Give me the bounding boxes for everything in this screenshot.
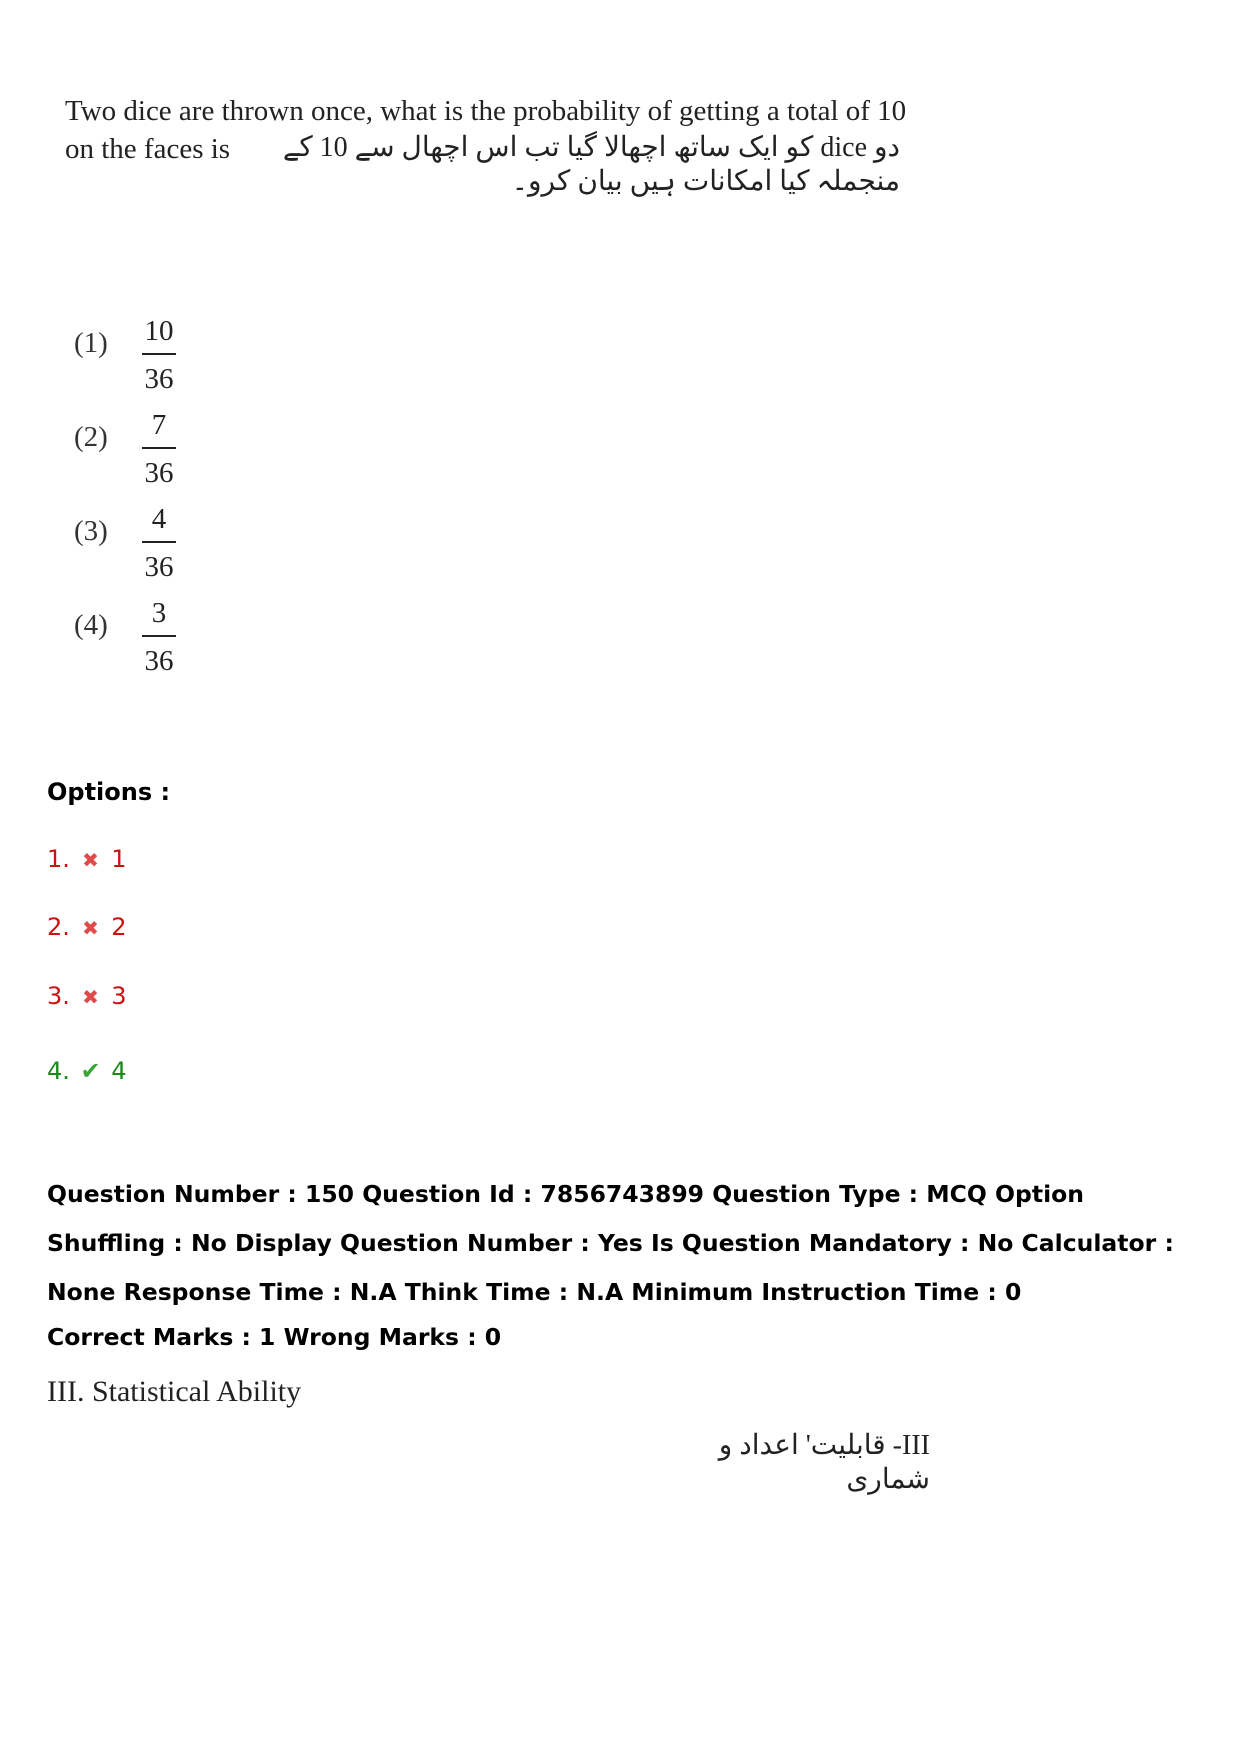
option-index: 4. xyxy=(47,1057,70,1085)
choice-2 xyxy=(74,407,274,487)
fraction xyxy=(142,501,176,585)
fraction-denominator: 36 xyxy=(144,363,174,395)
cross-icon: ✖ xyxy=(82,985,99,1009)
cross-icon: ✖ xyxy=(82,916,99,940)
option-value: 2 xyxy=(111,913,127,941)
option-3 xyxy=(47,982,126,1010)
option-index: 2. xyxy=(47,913,70,941)
choice-number: (4) xyxy=(74,609,108,641)
fraction-denominator: 36 xyxy=(144,645,174,677)
choice-number: (2) xyxy=(74,421,108,453)
fraction-numerator: 7 xyxy=(151,409,167,441)
option-value: 4 xyxy=(111,1057,127,1085)
choice-4 xyxy=(74,595,274,675)
question-text-english: Two dice are thrown once, what is the probability of getting a total of 10 on the faces is xyxy=(65,95,907,165)
fraction-bar xyxy=(142,447,176,449)
check-icon: ✔ xyxy=(80,1057,101,1085)
fraction-numerator: 3 xyxy=(151,597,167,629)
fraction-bar xyxy=(142,635,176,637)
choice-1 xyxy=(74,313,274,393)
fraction-numerator: 10 xyxy=(144,315,174,347)
question-metadata: Question Number : 150 Question Id : 7856743899 Question Type : MCQ Option Shuffling : No Display Question Number : Yes Is Question Mandatory : No Calculator : None Response Time : N.A Think Time : N.A Minimum Instruction Time : 0 xyxy=(47,1180,1174,1306)
option-2 xyxy=(47,913,126,941)
cross-icon: ✖ xyxy=(82,848,99,872)
option-4 xyxy=(47,1057,126,1085)
choice-number: (1) xyxy=(74,327,108,359)
fraction xyxy=(142,407,176,491)
choice-3 xyxy=(74,501,274,581)
section-title-urdu: III- قابلیت' اعداد و شماری xyxy=(718,1430,930,1495)
option-1 xyxy=(47,845,126,873)
marks-info: Correct Marks : 1 Wrong Marks : 0 xyxy=(47,1323,502,1351)
fraction-denominator: 36 xyxy=(144,457,174,489)
fraction xyxy=(142,595,176,679)
section-title-english: III. Statistical Ability xyxy=(47,1375,302,1408)
fraction-denominator: 36 xyxy=(144,551,174,583)
question-text-urdu: دو dice کو ایک ساتھ اچھالا گیا تب اس اچھال سے 10 کے منجملہ کیا امکانات ہیں بیان کرو۔ xyxy=(282,132,900,197)
option-index: 3. xyxy=(47,982,70,1010)
option-value: 1 xyxy=(111,845,127,873)
fraction-numerator: 4 xyxy=(151,503,167,535)
choice-number: (3) xyxy=(74,515,108,547)
option-index: 1. xyxy=(47,845,70,873)
fraction xyxy=(142,313,176,397)
fraction-bar xyxy=(142,541,176,543)
options-heading: Options : xyxy=(47,778,171,806)
option-value: 3 xyxy=(111,982,127,1010)
fraction-bar xyxy=(142,353,176,355)
